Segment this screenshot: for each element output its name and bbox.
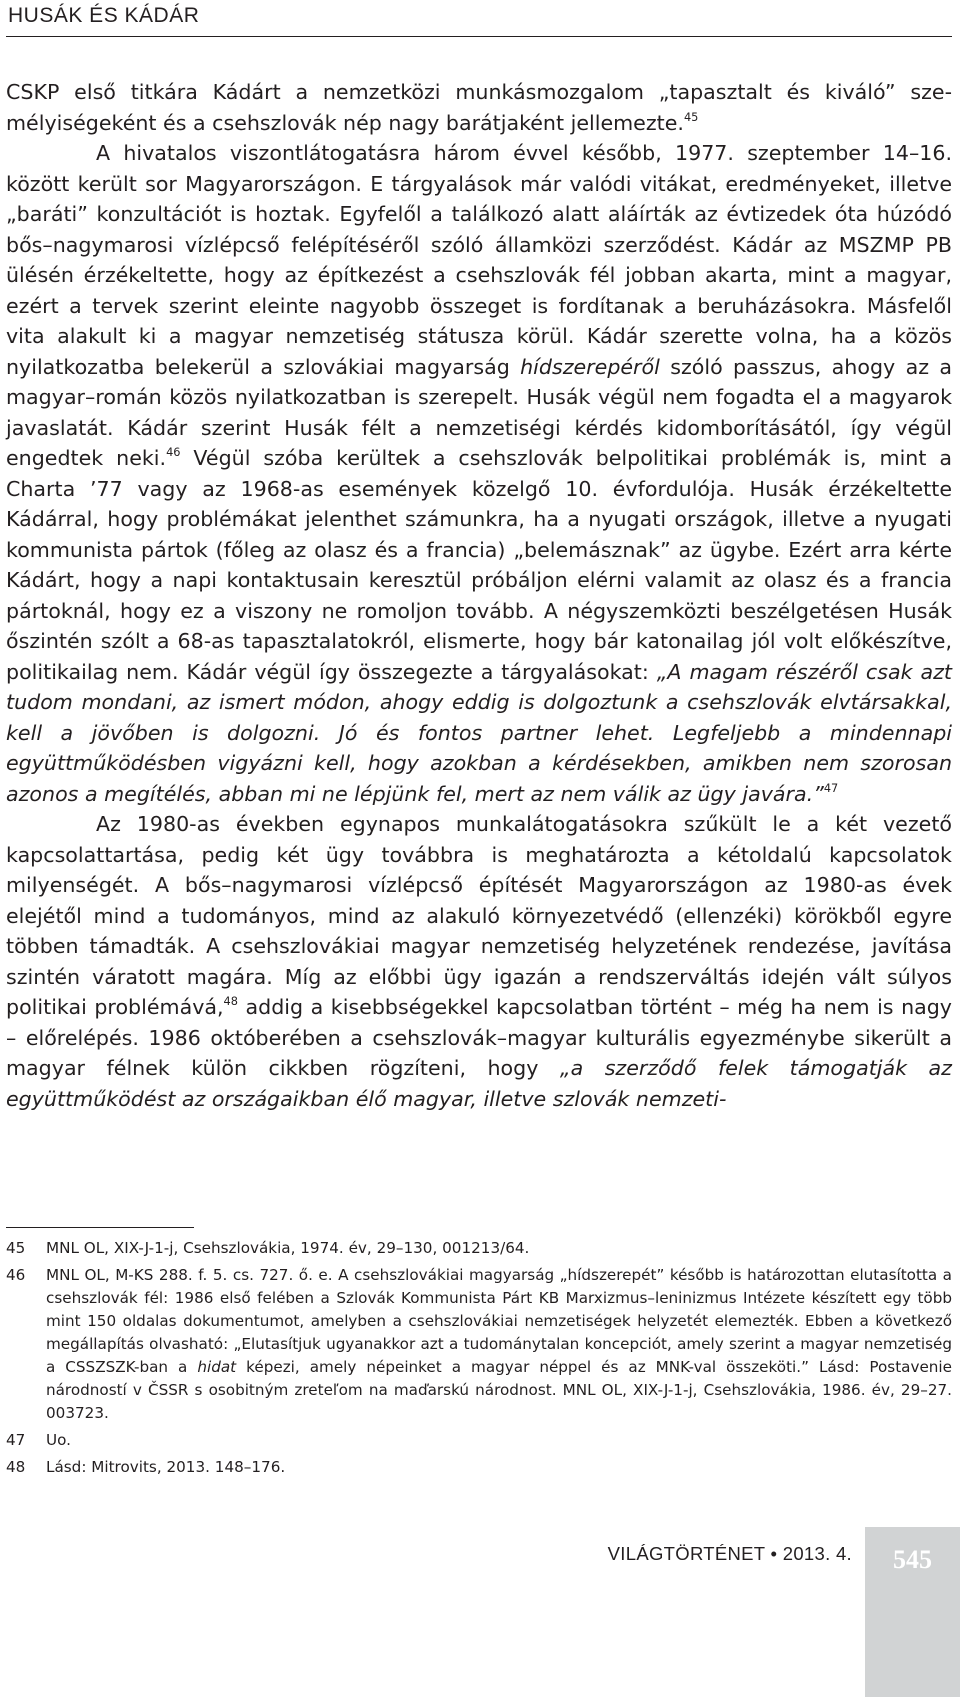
paragraph-2-text-c: Végül szóba kerültek a csehszlovák belpolitikai problémák is, mint a Charta ’77 vagy az 1968-as események közelgő 10. évfordulója. Husák érzékeltette Kádárral, hogy problémákat jelenthet számunkra, ha a nyugati országok, illetve a nyugati kommunista pártok (főleg az olasz és a francia) „belemásznak” az ügybe. Ezért arra kérte Kádárt, hogy a napi kontaktusain keresztül próbáljon elérni valamit az olasz és a francia pártoknál, hogy ez a viszony ne romoljon tovább. A négyszemközti beszélgetésen Husák őszintén szólt a 68-as tapasztalatokról, elismerte, hogy bár katonailag jól volt előkészítve, politikailag nem. Kádár végül így összegezte a tárgyalásokat: <box>6 446 952 684</box>
paragraph-3-quote: „a szerződő felek támogatják az együttműködést az országaikban élő magyar, illetve szlovák nemzeti- <box>6 1056 952 1111</box>
footnote-text <box>46 1429 952 1452</box>
paragraph-2-quote: „A magam részéről csak azt tudom mondani, az ismert módon, ahogy eddig is dolgoztunk a csehszlovák elvtársakkal, kell a jövőben is dolgozni. Jó és fontos partner lehet. Legfeljebb a mindennapi együttműködésben vigyázni kell, hogy azokban a kérdésekben, amikben nem szorosan azonos a megítélés, abban mi ne lépjünk fel, mert az nem válik az ügy javára.” <box>6 659 952 806</box>
paragraph-2-emphasis-hidszerep: hídszerepéről <box>520 354 660 379</box>
paragraph-3-text-b: addig a kisebbségekkel kapcsolatban történt – még ha nem is nagy – előrelépés. 1986 októberében a csehszlovák–magyar kulturális egyezménybe sikerült a magyar félnek külön cikkben rögzíteni, hogy <box>6 995 952 1080</box>
footnote-ref-48[interactable]: 48 <box>223 993 238 1008</box>
footnote-number: 47 <box>6 1431 26 1449</box>
footnote-47 <box>6 1429 952 1452</box>
footnote-number: 48 <box>6 1458 26 1476</box>
page-number: 545 <box>893 1545 932 1574</box>
header-rule <box>6 36 952 37</box>
running-head: HUSÁK ÉS KÁDÁR <box>8 4 200 27</box>
footnote-number: 46 <box>6 1266 26 1284</box>
footnote-text-a: MNL OL, XIX-J-1-j, Csehszlovákia, 1974. év, 29–130, 001213/64. <box>46 1239 530 1257</box>
footnote-text-b: képezi, amely népeinket a magyar néppel és az MNK-val összeköti.” Lásd: Postavenie národností v ČSSR s osobitným zreteľom na maďarskú národnost. MNL OL, XIX-J-1-j, Csehszlovákia, 1986. év, 29–27. 003723. <box>46 1358 952 1422</box>
main-text <box>6 77 952 1114</box>
footnote-rule <box>6 1227 194 1228</box>
footnote-ref-45[interactable]: 45 <box>683 109 699 124</box>
paragraph-2 <box>6 138 952 809</box>
paragraph-2-text-a: A hivatalos viszontlátogatásra három évvel később, 1977. szeptember 14–16. között került sor Magyarországon. E tárgyalások már valódi vitákat, eredményeket, illetve „baráti” konzultációt is hoztak. Egyfelől a találkozó alatt aláírták az évtizedek óta húzódó bős–nagymarosi vízlépcső felépítéséről szóló államközi szerződést. Kádár az MSZMP PB ülésén érzékeltette, hogy az építkezést a csehszlovák fél jobban akarta, mint a magyar, ezért a tervek szerint eleinte nagyobb összeget is fordítanak a beruházásokra. Másfelől vita alakult ki a magyar nemzetiség státusza körül. Kádár szerette volna, ha a közös nyilatkozatba belekerül a szlovákiai magyarság <box>6 141 952 379</box>
footnote-ref-47[interactable]: 47 <box>823 780 839 795</box>
page-number-box <box>865 1527 960 1697</box>
footnotes <box>6 1237 952 1483</box>
paragraph-1 <box>6 77 952 138</box>
journal-footer: VILÁGTÖRTÉNET • 2013. 4. <box>607 1543 852 1564</box>
footnote-48 <box>6 1456 952 1479</box>
footnote-text <box>46 1237 952 1260</box>
paragraph-3 <box>6 809 952 1114</box>
paragraph-3-text-a: Az 1980-as években egynapos munkalátogatásokra szűkült le a két vezető kapcsolattartása, pedig két ügy továbbra is meghatározta a kétoldalú kapcsolatok milyenségét. A bős–nagymarosi vízlépcső építését Magyarországon az 1980-as évek elejétől mind a tudományos, mind az alakuló környezetvédő (ellenzéki) körökből egyre többen támadták. A csehszlovákiai magyar nemzetiség helyzetének rendezése, javítása szintén váratott magára. Míg az előbbi ügy igazán a rendszerváltás idején vált súlyos politikai problémává, <box>6 812 952 1019</box>
footnote-ref-46[interactable]: 46 <box>166 444 181 459</box>
footnote-45 <box>6 1237 952 1260</box>
paragraph-2-text-b: szóló passzus, ahogy az a magyar–román közös nyilatkozatban is szerepelt. Husák végül nem fogadta el a magyarok javaslatát. Kádár szerint Husák félt a nemzetiségi kérdés kidomborításától, így végül engedtek neki. <box>6 354 952 470</box>
paragraph-1-text: CSKP első titkára Kádárt a nemzetközi munkásmozgalom „tapasztalt és kiváló” személyiségeként és a csehszlovák nép nagy barátjaként jellemezte. <box>6 80 952 135</box>
footnote-text <box>46 1456 952 1479</box>
footnote-text <box>46 1264 952 1425</box>
footnote-emphasis: hidat <box>197 1358 237 1376</box>
footnote-text-a: Uo. <box>46 1431 71 1449</box>
footnote-text-a: MNL OL, M-KS 288. f. 5. cs. 727. ő. e. A csehszlovákiai magyarság „hídszerepét” később is határozottan elutasította a csehszlovák fél: 1986 első felében a Szlovák Kommunista Párt KB Marxizmus–leninizmus Intézete készített egy több mint 150 oldalas dokumentumot, amelyben a csehszlovákiai nemzetiségek helyzetét elemezték. Ebben a következő megállapítás olvasható: „Elutasítjuk ugyanakkor azt a tudománytalan koncepciót, amely szerint a magyar nemzetiség a CSSZSZK-ban a <box>46 1266 952 1376</box>
footnote-text-a: Lásd: Mitrovits, 2013. 148–176. <box>46 1458 286 1476</box>
footnote-number: 45 <box>6 1239 26 1257</box>
footnote-46 <box>6 1264 952 1425</box>
